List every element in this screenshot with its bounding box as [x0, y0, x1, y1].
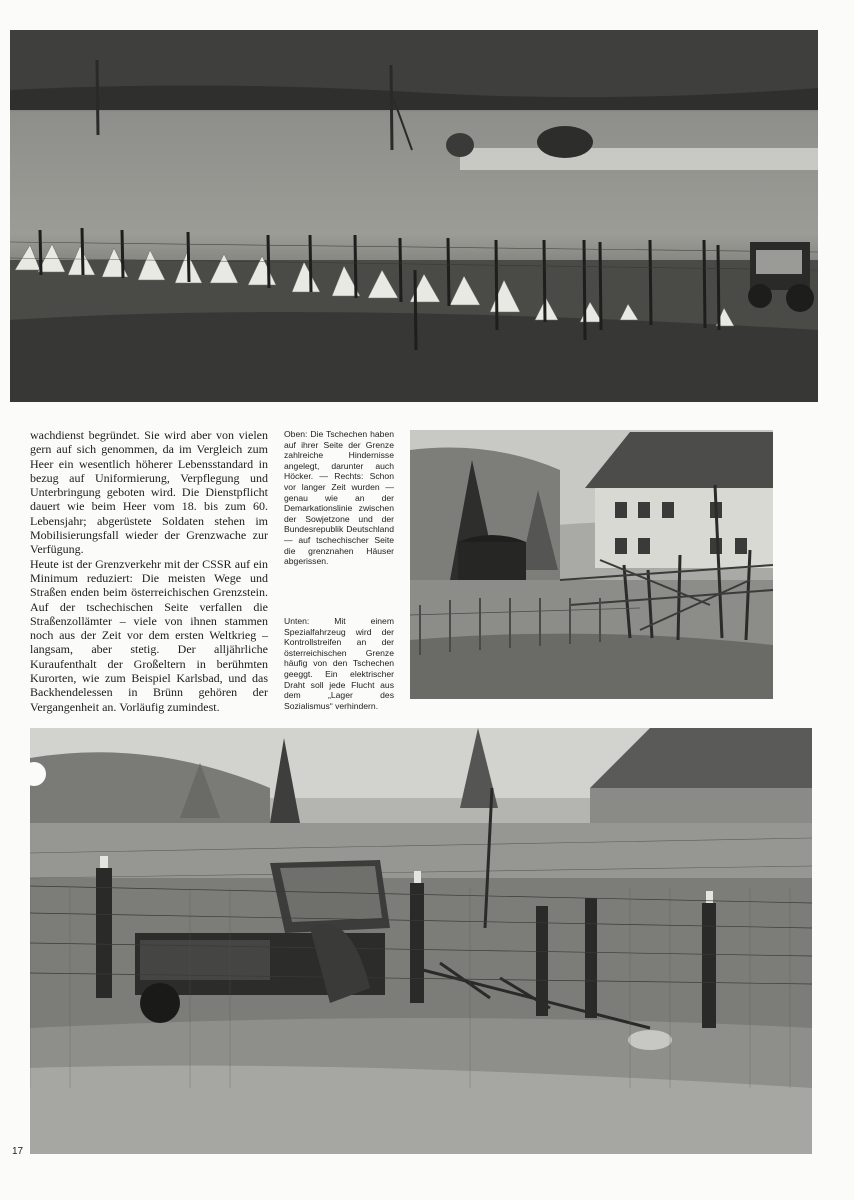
photo-demolished-houses-image	[410, 430, 773, 699]
punch-hole	[22, 762, 46, 786]
article-body	[30, 428, 268, 714]
body-paragraph-1: wachdienst begründet. Sie wird aber von vielen gern auf sich genommen, da im Vergleich zum Heer ein wesentlich höherer Lebensstandard in bezug auf Uniformierung, Verpflegung und Unterbringung geboten wird. Die Dienstpflicht dauert wie beim Heer vom 18. bis zum 60. Lebensjahr; abgerüstete Soldaten stehen im Mobilisierungsfall wieder der Grenzwache zur Verfügung.	[30, 428, 268, 557]
body-paragraph-2: Heute ist der Grenzverkehr mit der CSSR auf ein Minimum reduziert: Die meisten Wege und Straßen enden beim österreichischen Grenzstein. Auf der tschechischen Seite verfallen die Straßenzollämter – viele von ihnen stammen noch aus der Zeit vor dem ersten Weltkrieg – langsam, aber stetig. Der alljährliche Kuraufenthalt der Großeltern in berühmten Kurorten, wie zum Beispiel Karlsbad, und das Backhendelessen in Brünn gehören der Vergangenheit an. Vorläufig zumindest.	[30, 556, 268, 714]
photo-border-obstacles	[10, 30, 818, 402]
photo-border-obstacles-image	[10, 30, 818, 402]
caption-bottom	[284, 616, 394, 711]
caption-top-text: Oben: Die Tschechen haben auf ihrer Seite der Grenze zahlreiche Hindernisse angelegt, darunter auch Höcker. — Rechts: Schon vor langer Zeit wurden — genau wie an der Demarkationslinie zwischen der Sowjetzone und der Bundesrepublik Deutschland — auf tschechischer Seite die grenznahen Häuser abgerissen.	[284, 429, 394, 567]
caption-bottom-text: Unten: Mit einem Spezialfahrzeug wird der Kontrollstreifen an der österreichischen Grenze häufig von den Tschechen geeggt. Ein elektrischer Draht soll jede Flucht aus dem „Lager des Sozialismus“ verhindern.	[284, 616, 394, 711]
caption-top	[284, 429, 394, 567]
photo-tractor-fence	[30, 728, 812, 1154]
page-number: 17	[12, 1146, 24, 1157]
photo-tractor-fence-image	[30, 728, 812, 1154]
photo-demolished-houses	[410, 430, 773, 699]
